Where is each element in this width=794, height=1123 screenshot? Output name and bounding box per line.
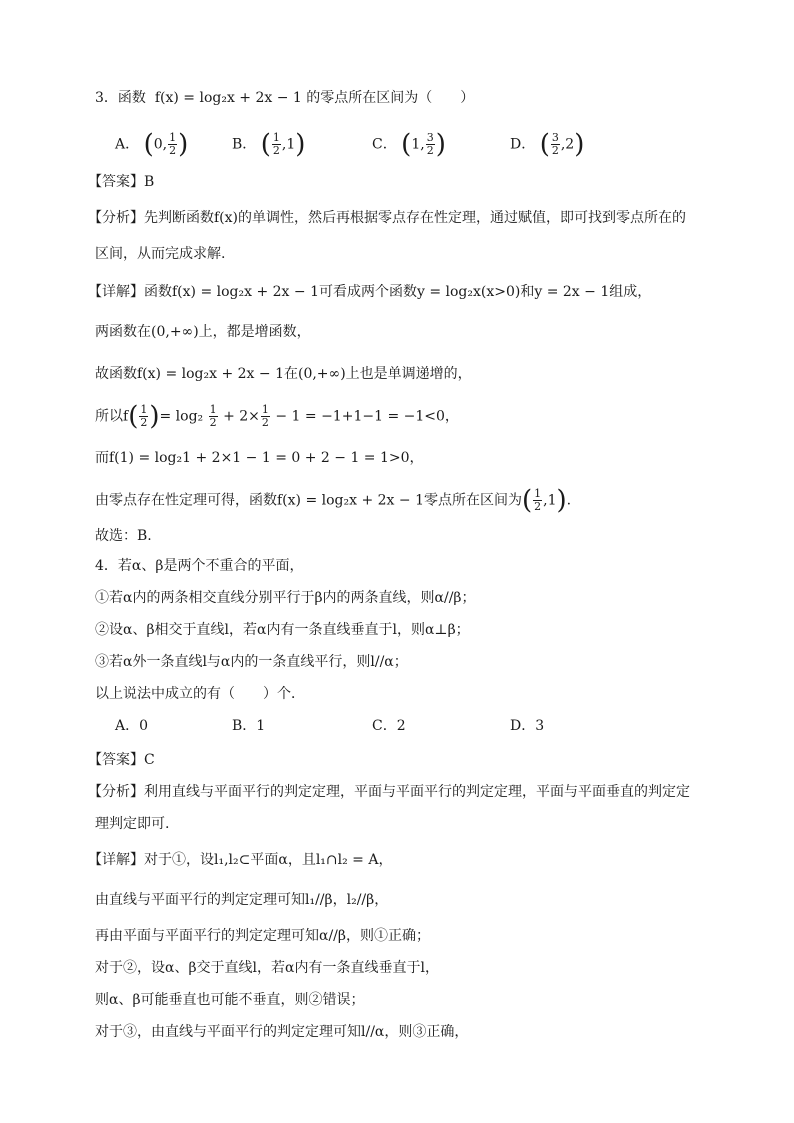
analysis-tag: 【分析】	[88, 784, 144, 800]
answer-value: B	[144, 174, 155, 190]
answer-tag: 【答案】	[88, 752, 144, 768]
detail-tag: 【详解】	[88, 852, 144, 868]
q4-stem: 4．若α、β是两个不重合的平面，	[95, 558, 304, 574]
option-label: D．	[510, 136, 536, 153]
option-label: D．	[510, 718, 536, 734]
option-label: A．	[115, 718, 140, 734]
option-label: B．	[232, 136, 257, 153]
q4-detail-line-3: 再由平面与平面平行的判定定理可知α//β，则①正确；	[95, 928, 430, 944]
answer-tag: 【答案】	[88, 174, 144, 190]
detail-times-part: + 2×	[223, 408, 260, 425]
option-label: A．	[115, 136, 140, 153]
q3-analysis-line-1	[88, 208, 686, 228]
q3-option-b: B． ( $\frac{1}{2}$ ,1)	[232, 129, 306, 160]
detail-prefix: 所以	[95, 408, 123, 425]
analysis-tag: 【分析】	[88, 210, 144, 226]
option-text: 1	[256, 718, 266, 734]
q3-stem-prefix: 3．函数	[95, 90, 146, 106]
detail-period: .	[566, 492, 572, 509]
option-label: C．	[372, 136, 397, 153]
option-text: 2	[396, 718, 406, 734]
q3-detail-line-3: 故函数f(x) = log₂x + 2x − 1在(0,+∞)上也是单调递增的，	[95, 366, 472, 382]
q3-stem	[95, 88, 474, 108]
option-left-value: 0	[153, 136, 163, 153]
detail-text: 函数f(x) = log₂x + 2x − 1可看成两个函数y = log₂x(x>0)和y = 2x − 1组成，	[144, 284, 652, 300]
analysis-text: 利用直线与平面平行的判定定理，平面与平面平行的判定定理，平面与平面垂直的判定定	[144, 784, 690, 800]
q4-detail-line-6: 对于③，由直线与平面平行的判定定理可知l//α，则③正确，	[95, 1024, 469, 1040]
q4-option-d	[510, 716, 544, 736]
q4-statement-1: ①若α内的两条相交直线分别平行于β内的两条直线，则α//β；	[95, 590, 476, 606]
detail-text: 由零点存在性定理可得，函数f(x) = log₂x + 2x − 1零点所在区间为	[95, 492, 522, 509]
q4-option-b	[232, 716, 265, 736]
detail-result: − 1 = −1+1−1 = −1<0，	[275, 408, 459, 425]
option-text: 3	[535, 718, 545, 734]
q3-detail-line-4: 所以f( $\frac{1}{2}$ )= log₂ $\frac{1}{2}$ + 2× $\frac{1}{2}$ − 1 = −1+1−1 = −1<0，	[95, 401, 459, 432]
q4-option-c	[372, 716, 406, 736]
q3-detail-line-2: 两函数在(0,+∞)上，都是增函数，	[95, 324, 311, 340]
detail-log-part: = log₂	[159, 408, 204, 425]
option-right-value: 1	[286, 136, 296, 153]
q3-choose: 故选：B.	[95, 528, 152, 544]
q4-detail-line-5: 则α、β可能垂直也可能不垂直，则②错误；	[95, 992, 365, 1008]
q4-question: 以上说法中成立的有（ ）个．	[95, 686, 305, 702]
option-fraction: $\frac{3}{2}$	[551, 131, 559, 157]
option-text: 0	[139, 718, 149, 734]
option-fraction: $\frac{3}{2}$	[426, 131, 434, 157]
q3-option-a: A． (0, $\frac{1}{2}$ )	[115, 129, 189, 160]
fraction-half: $\frac{1}{2}$	[261, 403, 269, 429]
q3-detail-line-6: 由零点存在性定理可得，函数f(x) = log₂x + 2x − 1零点所在区间为( $\frac{1}{2}$ ,1).	[95, 485, 572, 516]
option-left-value: 1	[411, 136, 421, 153]
q4-detail-line-1	[88, 850, 392, 870]
q4-answer	[88, 750, 155, 770]
option-label: C．	[372, 718, 397, 734]
q4-statement-3: ③若α外一条直线l与α内的一条直线平行，则l//α；	[95, 654, 408, 670]
q3-analysis-line-2: 区间，从而完成求解.	[95, 246, 226, 262]
detail-text: 对于①，设l₁,l₂⊂平面α，且l₁∩l₂ = A，	[144, 852, 393, 868]
q4-detail-line-2: 由直线与平面平行的判定定理可知l₁//β，l₂//β，	[95, 892, 389, 908]
q3-option-c: C． (1, $\frac{3}{2}$ )	[372, 129, 446, 160]
option-right-value: 2	[565, 136, 575, 153]
q4-detail-line-4: 对于②，设α、β交于直线l，若α内有一条直线垂直于l，	[95, 960, 439, 976]
q4-option-a	[115, 716, 148, 736]
option-fraction: $\frac{1}{2}$	[169, 131, 177, 157]
q4-analysis-line-2: 理判定即可.	[95, 816, 170, 832]
q3-detail-line-1	[88, 282, 651, 302]
q3-stem-function: f(x) = log₂x + 2x − 1	[154, 90, 302, 106]
fraction-half: $\frac{1}{2}$	[140, 403, 148, 429]
detail-tag: 【详解】	[88, 284, 144, 300]
answer-value: C	[144, 752, 155, 768]
q4-analysis-line-1	[88, 782, 690, 802]
option-label: B．	[232, 718, 257, 734]
q3-answer	[88, 172, 154, 192]
q3-option-d: D． ( $\frac{3}{2}$ ,2)	[510, 129, 585, 160]
fraction-half: $\frac{1}{2}$	[534, 487, 542, 513]
q3-detail-line-5: 而f(1) = log₂1 + 2×1 − 1 = 0 + 2 − 1 = 1>0，	[95, 450, 424, 466]
option-fraction: $\frac{1}{2}$	[272, 131, 280, 157]
q3-stem-suffix: 的零点所在区间为（ ）	[306, 90, 475, 106]
fraction-half: $\frac{1}{2}$	[209, 403, 217, 429]
q4-statement-2: ②设α、β相交于直线l，若α内有一条直线垂直于l，则α⊥β；	[95, 622, 470, 638]
analysis-text: 先判断函数f(x)的单调性，然后再根据零点存在性定理，通过赋值，即可找到零点所在的	[144, 210, 686, 226]
